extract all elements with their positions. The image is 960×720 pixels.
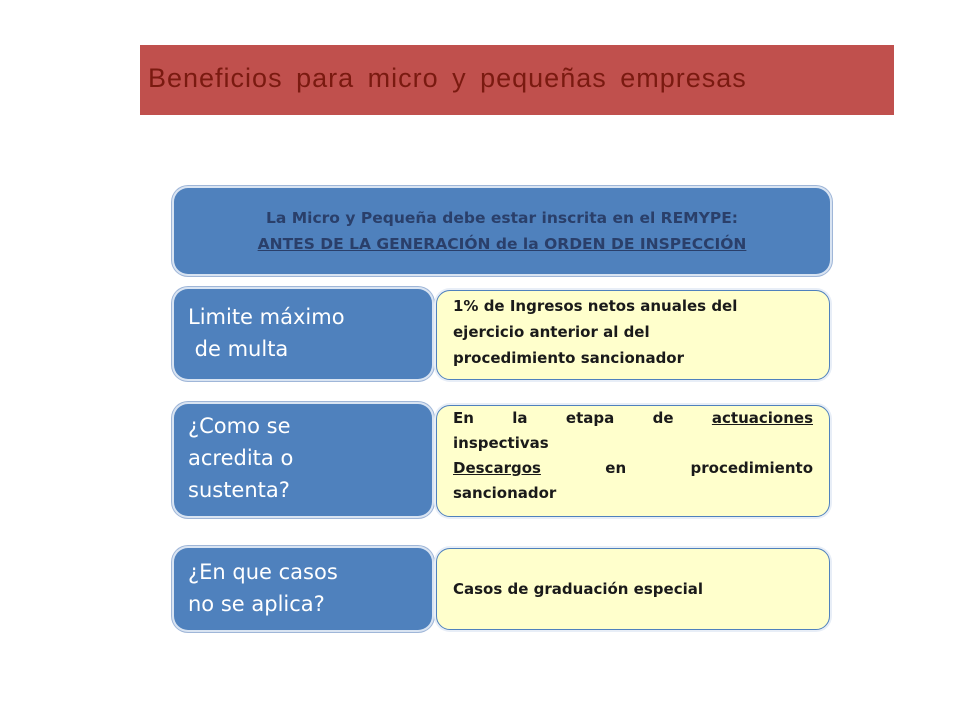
- remype-requirement-box: [174, 188, 830, 274]
- answer-line: 1% de Ingresos netos anuales del: [453, 297, 738, 315]
- question-line: Limite máximo: [188, 305, 345, 329]
- question-line: sustenta?: [188, 478, 290, 502]
- answer-underlined-text: actuaciones: [711, 409, 813, 427]
- question-line: ¿Como se: [188, 414, 291, 438]
- answer-line: procedimiento sancionador: [453, 349, 685, 367]
- question-line: de multa: [188, 337, 289, 361]
- answer-line: [453, 456, 813, 481]
- answer-line: Casos de graduación especial: [453, 580, 703, 598]
- question-how-accredited: [174, 404, 432, 516]
- question-max-fine: [174, 289, 432, 379]
- answer-text: En la etapa de: [453, 409, 712, 427]
- page-title: Beneficios para micro y pequeñas empresas: [148, 63, 747, 93]
- answer-how-accredited: [436, 405, 830, 517]
- answer-line: [453, 406, 813, 431]
- requirement-line-2: ANTES DE LA GENERACIÓN de la ORDEN DE INSPECCIÓN: [257, 235, 747, 253]
- question-not-applicable: [174, 548, 432, 630]
- answer-not-applicable: [436, 548, 830, 630]
- answer-line: ejercicio anterior al del: [453, 323, 650, 341]
- answer-line: inspectivas: [453, 434, 549, 452]
- answer-max-fine: [436, 290, 830, 380]
- answer-text: en procedimiento: [540, 459, 813, 477]
- answer-underlined-text: Descargos: [453, 459, 541, 477]
- question-line: no se aplica?: [188, 592, 325, 616]
- title-banner: [140, 45, 894, 115]
- answer-line: sancionador: [453, 484, 557, 502]
- requirement-line-1: La Micro y Pequeña debe estar inscrita en el REMYPE:: [266, 209, 738, 227]
- question-line: acredita o: [188, 446, 294, 470]
- question-line: ¿En que casos: [188, 560, 338, 584]
